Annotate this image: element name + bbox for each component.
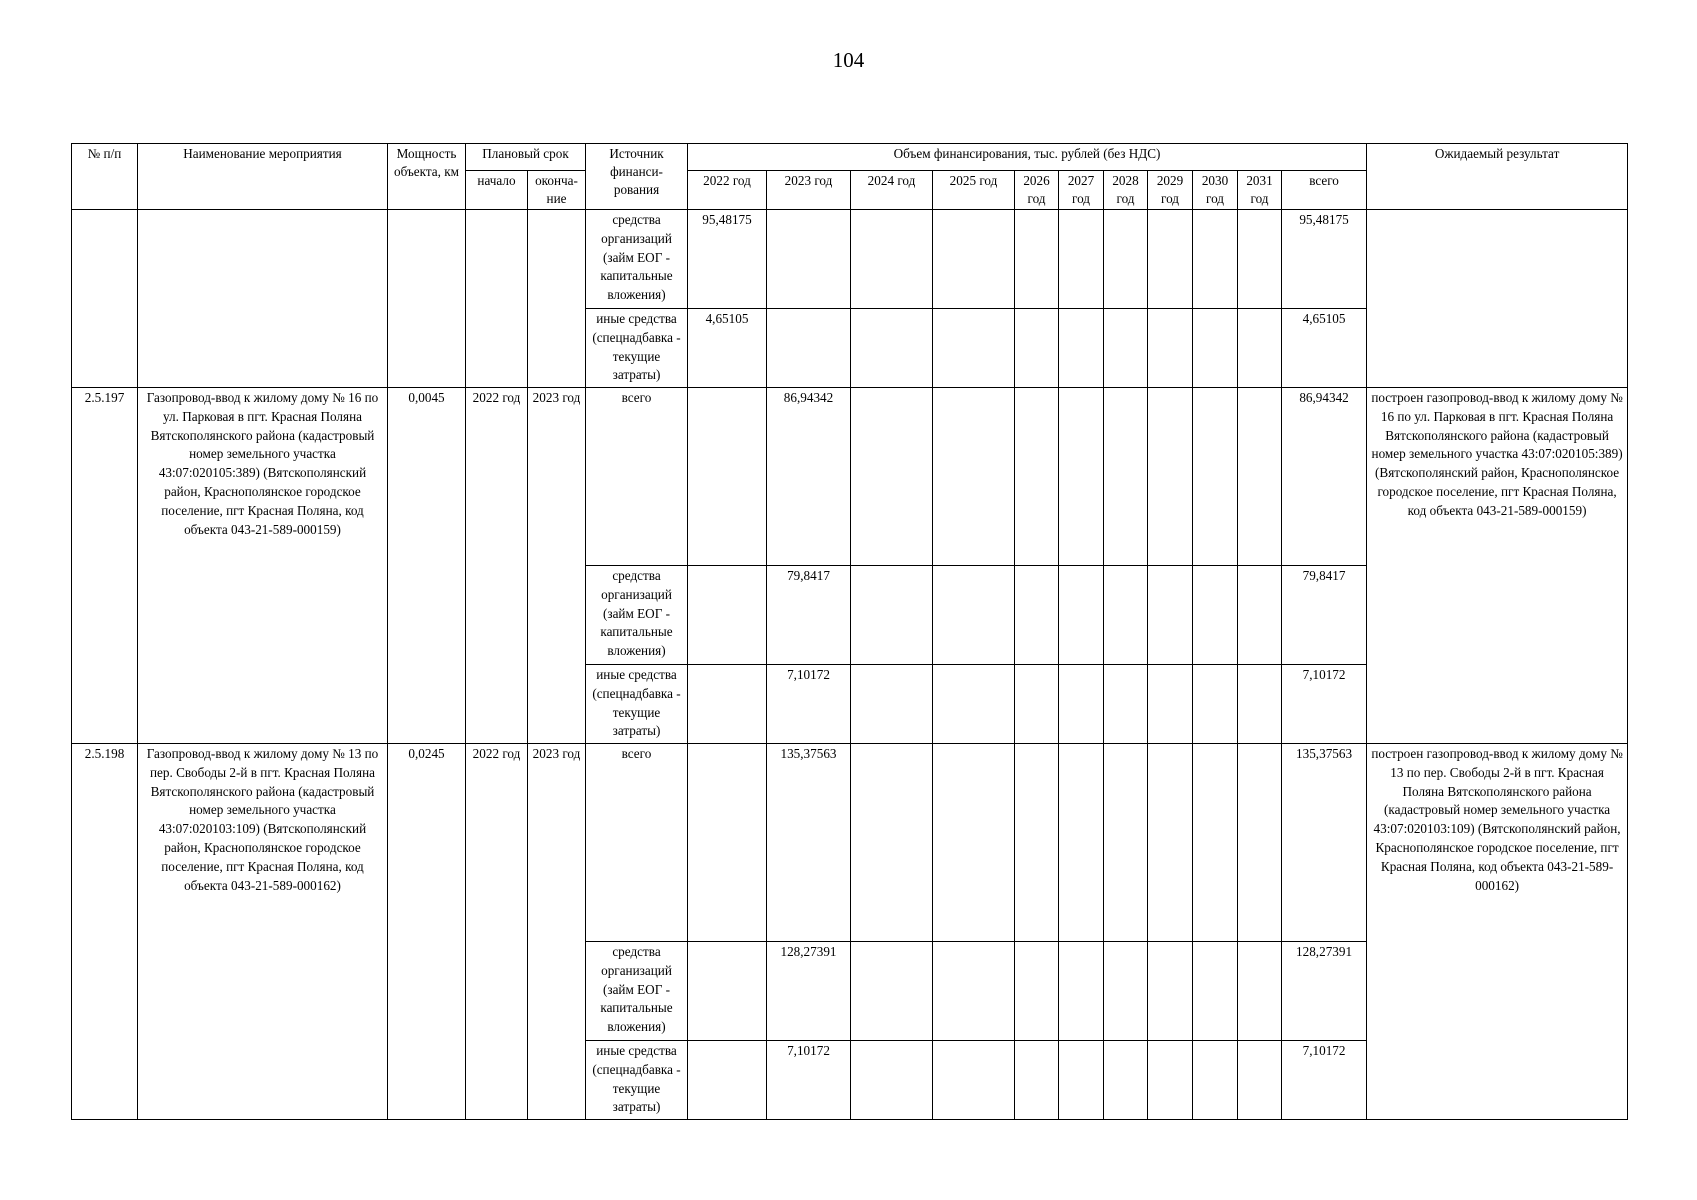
cell-total: 95,48175 (1282, 210, 1367, 309)
header-name: Наименование мероприятия (138, 144, 388, 210)
cell-value: 135,37563 (767, 744, 851, 942)
header-funding: Объем финансирования, тыс. рублей (без НДС) (688, 144, 1367, 171)
cell-total: 4,65105 (1282, 309, 1367, 388)
cell-capacity: 0,0045 (388, 388, 466, 744)
cell-name: Газопровод-ввод к жилому дому № 16 по ул. Парковая в пгт. Красная Поляна Вятскополянского района (кадастровый номер земельного участка 43:07:020105:389) (Вятскополянский район, Краснополянское городское поселение, пгт Красная Поляна, код объекта 043-21-589-000159) (138, 388, 388, 744)
cell-source: иные средства (спецнадбавка - текущие затраты) (586, 309, 688, 388)
cell-name (138, 210, 388, 388)
cell-total: 7,10172 (1282, 665, 1367, 744)
header-term-end: оконча-ние (528, 171, 586, 210)
cell-source: иные средства (спецнадбавка - текущие затраты) (586, 1041, 688, 1120)
table-header (72, 144, 1628, 210)
header-result: Ожидаемый результат (1367, 144, 1628, 210)
cell-result: построен газопровод-ввод к жилому дому № 16 по ул. Парковая в пгт. Красная Поляна Вятскополянского района (кадастровый номер земельного участка 43:07:020105:389) (Вятскополянский район, Краснополянское городское поселение, пгт Красная Поляна, код объекта 043-21-589-000159) (1367, 388, 1628, 744)
header-year: 2023 год (767, 171, 851, 210)
cell-no (72, 210, 138, 388)
header-year: 2022 год (688, 171, 767, 210)
header-total: всего (1282, 171, 1367, 210)
cell-source: иные средства (спецнадбавка - текущие затраты) (586, 665, 688, 744)
header-term: Плановый срок (466, 144, 586, 171)
cell-no: 2.5.198 (72, 744, 138, 1120)
cell-result (1367, 210, 1628, 388)
cell-result: построен газопровод-ввод к жилому дому № 13 по пер. Свободы 2-й в пгт. Красная Поляна Вятскополянского района (кадастровый номер земельного участка 43:07:020103:109) (Вятскополянский район, Краснополянское городское поселение, пгт Красная Поляна, код объекта 043-21-589-000162) (1367, 744, 1628, 1120)
cell-name: Газопровод-ввод к жилому дому № 13 по пер. Свободы 2-й в пгт. Красная Поляна Вятскополянского района (кадастровый номер земельного участка 43:07:020103:109) (Вятскополянский район, Краснополянское городское поселение, пгт Красная Поляна, код объекта 043-21-589-000162) (138, 744, 388, 1120)
cell-value: 79,8417 (767, 566, 851, 665)
table-row (72, 388, 1628, 566)
cell-start: 2022 год (466, 744, 528, 1120)
cell-start: 2022 год (466, 388, 528, 744)
header-source: Источник финанси-рования (586, 144, 688, 210)
cell-value: 86,94342 (767, 388, 851, 566)
cell-total: 79,8417 (1282, 566, 1367, 665)
cell-value (767, 210, 851, 309)
cell-end (528, 210, 586, 388)
header-year: 2029 год (1148, 171, 1193, 210)
header-year: 2028 год (1104, 171, 1148, 210)
header-year: 2026 год (1015, 171, 1059, 210)
cell-value: 4,65105 (688, 309, 767, 388)
cell-source: средства организаций (займ ЕОГ - капитальные вложения) (586, 210, 688, 309)
cell-value: 95,48175 (688, 210, 767, 309)
cell-start (466, 210, 528, 388)
header-year: 2025 год (933, 171, 1015, 210)
cell-end: 2023 год (528, 388, 586, 744)
cell-value (767, 309, 851, 388)
cell-source: средства организаций (займ ЕОГ - капитальные вложения) (586, 566, 688, 665)
cell-total: 128,27391 (1282, 942, 1367, 1041)
cell-source: всего (586, 744, 688, 942)
header-year: 2024 год (851, 171, 933, 210)
funding-table (71, 143, 1628, 1120)
cell-total: 86,94342 (1282, 388, 1367, 566)
table-row (72, 210, 1628, 309)
cell-value: 7,10172 (767, 665, 851, 744)
header-capacity: Мощность объекта, км (388, 144, 466, 210)
cell-value: 128,27391 (767, 942, 851, 1041)
header-year: 2031 год (1238, 171, 1282, 210)
cell-value: 7,10172 (767, 1041, 851, 1120)
cell-no: 2.5.197 (72, 388, 138, 744)
table-row (72, 744, 1628, 942)
cell-source: всего (586, 388, 688, 566)
cell-capacity: 0,0245 (388, 744, 466, 1120)
cell-source: средства организаций (займ ЕОГ - капитальные вложения) (586, 942, 688, 1041)
cell-end: 2023 год (528, 744, 586, 1120)
header-year: 2027 год (1059, 171, 1104, 210)
header-term-start: начало (466, 171, 528, 210)
cell-total: 135,37563 (1282, 744, 1367, 942)
header-year: 2030 год (1193, 171, 1238, 210)
header-no: № п/п (72, 144, 138, 210)
cell-total: 7,10172 (1282, 1041, 1367, 1120)
page-number: 104 (832, 48, 865, 72)
cell-capacity (388, 210, 466, 388)
